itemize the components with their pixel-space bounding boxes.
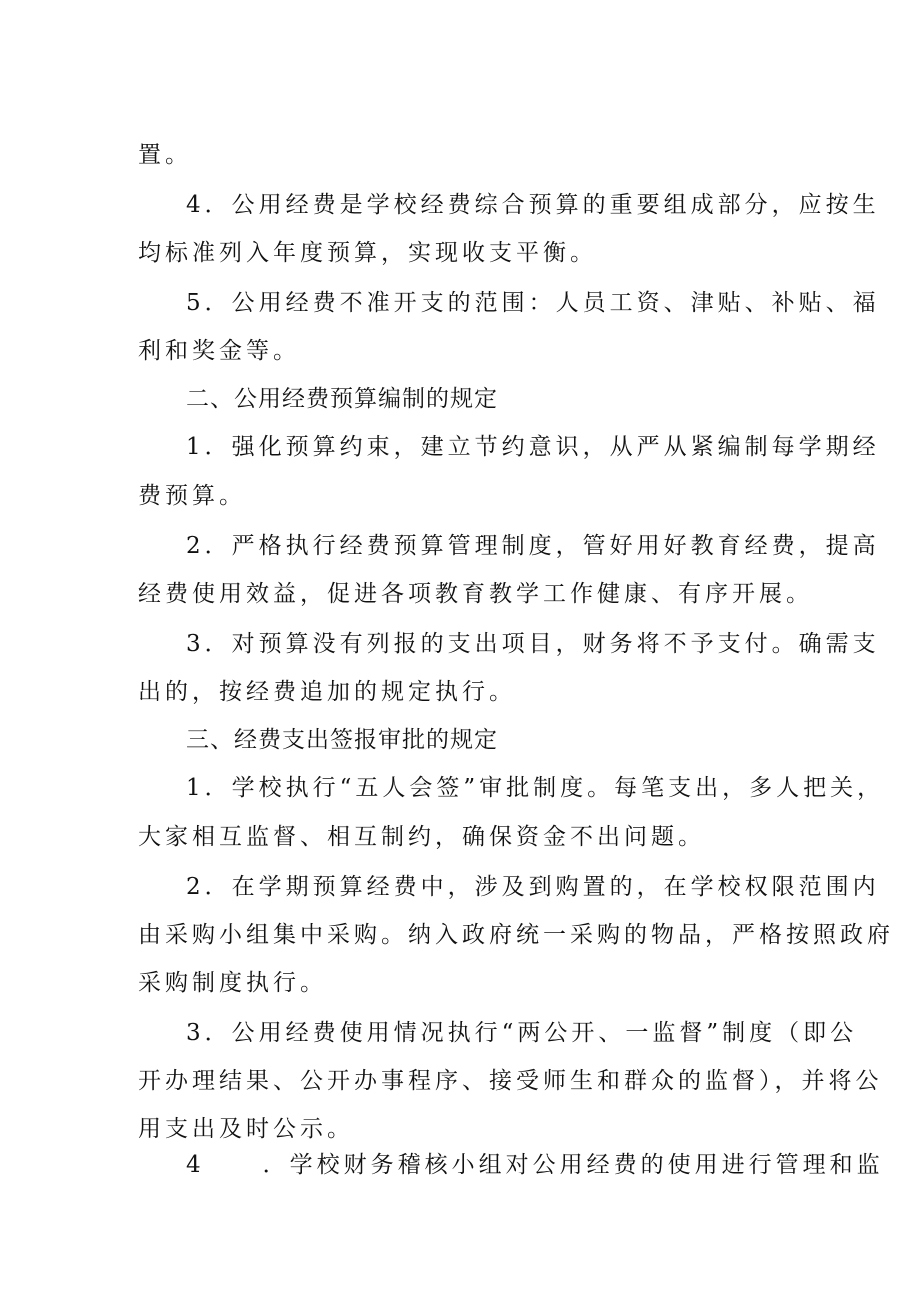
text-line: 置。: [138, 142, 192, 168]
section-2-item-3-line-2: 出的，按经费追加的规定执行。: [138, 679, 516, 705]
section-heading-2: 二、公用经费预算编制的规定: [186, 386, 498, 412]
section-3-item-1-line-2: 大家相互监督、相互制约，确保资金不出问题。: [138, 824, 705, 850]
section-2-item-1-line-1: 1．强化预算约束，建立节约意识，从严从紧编制每学期经: [186, 434, 880, 460]
section-2-item-2-line-2: 经费使用效益，促进各项教育教学工作健康、有序开展。: [138, 581, 813, 607]
section-3-item-4-line-1: [186, 1150, 884, 1180]
section-3-item-3-line-3: 用支出及时公示。: [138, 1116, 354, 1142]
item-number: 4: [186, 1152, 205, 1178]
section-3-item-2-line-2: 由采购小组集中采购。纳入政府统一采购的物品，严格按照政府: [138, 922, 894, 948]
section-3-item-1-line-1: 1．学校执行“五人会签”审批制度。每笔支出，多人把关，: [186, 775, 885, 801]
paragraph-5-line-1: 5．公用经费不准开支的范围：人员工资、津贴、补贴、福: [186, 290, 880, 316]
paragraph-4-line-1: 4．公用经费是学校经费综合预算的重要组成部分，应按生: [186, 192, 880, 218]
section-3-item-2-line-1: 2．在学期预算经费中，涉及到购置的，在学校权限范围内: [186, 874, 880, 900]
section-2-item-3-line-1: 3．对预算没有列报的支出项目，财务将不予支付。确需支: [186, 631, 880, 657]
section-3-item-2-line-3: 采购制度执行。: [138, 970, 327, 996]
section-heading-3: 三、经费支出签报审批的规定: [186, 727, 498, 753]
paragraph-4-line-2: 均标准列入年度预算，实现收支平衡。: [138, 240, 597, 266]
section-2-item-1-line-2: 费预算。: [138, 483, 246, 509]
section-3-item-3-line-2: 开办理结果、公开办事程序、接受师生和群众的监督），并将公: [138, 1068, 883, 1094]
item-text: ．学校财务稽核小组对公用经费的使用进行管理和监: [262, 1152, 884, 1178]
section-2-item-2-line-1: 2．严格执行经费预算管理制度，管好用好教育经费，提高: [186, 533, 880, 559]
section-3-item-3-line-1: 3．公用经费使用情况执行“两公开、一监督”制度（即公: [186, 1020, 858, 1046]
paragraph-5-line-2: 利和奖金等。: [138, 338, 300, 364]
